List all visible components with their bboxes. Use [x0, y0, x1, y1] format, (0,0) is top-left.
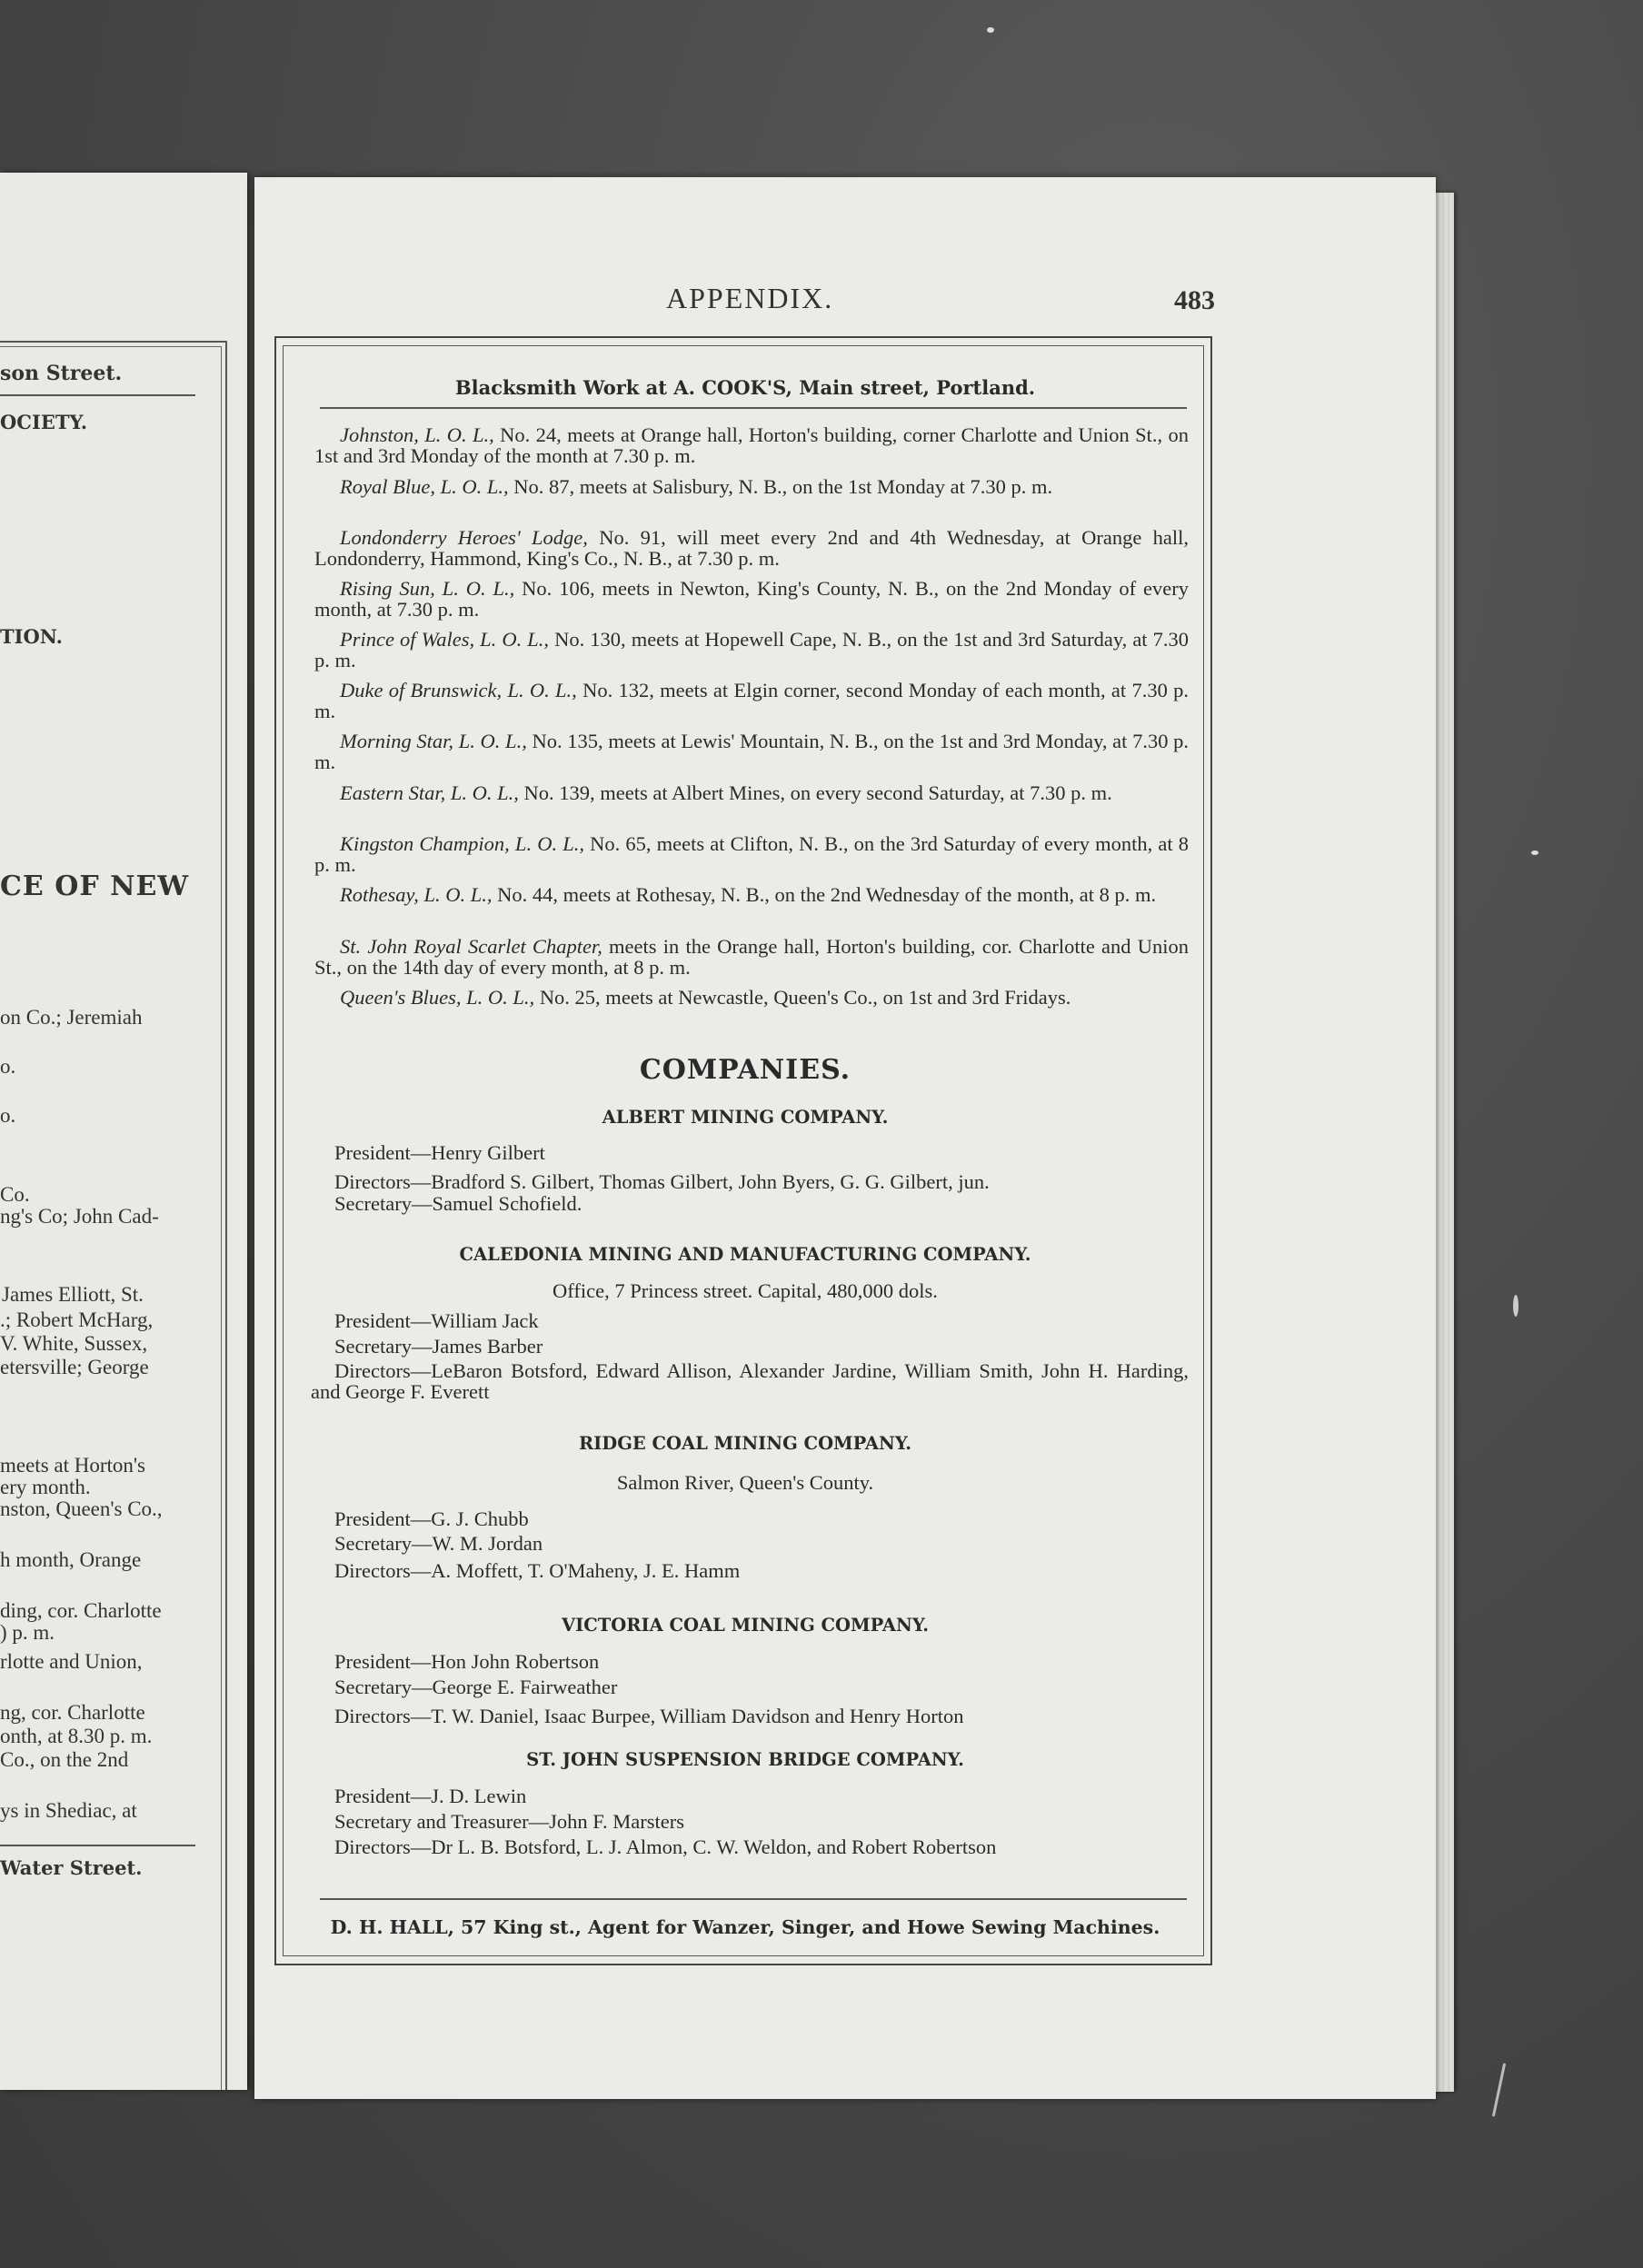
company-title: CALEDONIA MINING AND MANUFACTURING COMPANY.: [459, 1244, 1031, 1265]
left-page: [0, 173, 247, 2090]
lodge-name: Kingston Champion, L. O. L.,: [340, 832, 584, 855]
running-head: APPENDIX.: [666, 282, 834, 314]
company-directors: Directors—T. W. Daniel, Isaac Burpee, William Davidson and Henry Horton: [334, 1705, 964, 1727]
lodge-entry: [314, 578, 1189, 620]
company-president: President—William Jack: [334, 1309, 539, 1332]
left-line: Water Street.: [0, 1856, 143, 1879]
lodge-name: Johnston, L. O. L.,: [340, 423, 494, 446]
company-secretary: Secretary—Samuel Schofield.: [334, 1192, 583, 1215]
lodge-text: No. 25, meets at Newcastle, Queen's Co., on 1st and 3rd Fridays.: [534, 986, 1071, 1009]
left-line: ng's Co; John Cad-: [0, 1205, 159, 1228]
lodge-text: No. 135, meets at Lewis' Mountain, N. B., on the 1st and 3rd Monday, at 7.30 p. m.: [314, 730, 1189, 773]
left-line: James Elliott, St.: [2, 1283, 144, 1306]
company-location: Salmon River, Queen's County.: [616, 1471, 874, 1494]
lodge-text: No. 24, meets at Orange hall, Horton's building, corner Charlotte and Union St., on 1st and 3rd Monday of the month at 7.30 p. m.: [314, 423, 1189, 467]
left-line: o.: [0, 1055, 16, 1078]
left-line: ys in Shediac, at: [0, 1799, 137, 1822]
company-president: President—Hon John Robertson: [334, 1650, 600, 1673]
left-line: on Co.; Jeremiah: [0, 1006, 143, 1029]
lodge-name: Eastern Star, L. O. L.,: [340, 781, 519, 804]
company-secretary: Secretary and Treasurer—John F. Marsters: [334, 1810, 684, 1833]
left-line: h month, Orange: [0, 1548, 142, 1571]
company-directors: Directors—Dr L. B. Botsford, L. J. Almon, C. W. Weldon, and Robert Robertson: [334, 1835, 997, 1858]
company-president: President—Henry Gilbert: [334, 1141, 545, 1164]
page-number: 483: [1174, 285, 1215, 315]
lodge-text: No. 65, meets at Clifton, N. B., on the 3rd Saturday of every month, at 8 p. m.: [314, 832, 1189, 876]
lodge-entry: [314, 833, 1189, 875]
divider-rule: [320, 407, 1187, 409]
lodge-text: No. 91, will meet every 2nd and 4th Wednesday, at Orange hall, Londonderry, Hammond, King's Co., N. B., at 7.30 p. m.: [314, 526, 1190, 570]
lodge-name: St. John Royal Scarlet Chapter,: [340, 935, 602, 958]
divider-rule: [320, 1898, 1187, 1900]
lodge-name: Londonderry Heroes' Lodge,: [340, 526, 588, 549]
left-line: Co., on the 2nd: [0, 1748, 129, 1771]
company-secretary: Secretary—George E. Fairweather: [334, 1676, 618, 1698]
left-line: son Street.: [0, 362, 123, 385]
left-rule: [0, 1845, 195, 1846]
left-line: TION.: [0, 625, 63, 648]
company-president: President—J. D. Lewin: [334, 1785, 527, 1807]
company-title: VICTORIA COAL MINING COMPANY.: [561, 1615, 930, 1636]
left-line: etersville; George: [0, 1356, 149, 1378]
lodge-text: No. 139, meets at Albert Mines, on every second Saturday, at 7.30 p. m.: [518, 781, 1112, 804]
company-title: ALBERT MINING COMPANY.: [602, 1107, 889, 1128]
company-directors: Directors—Bradford S. Gilbert, Thomas Gilbert, John Byers, G. G. Gilbert, jun.: [334, 1170, 990, 1193]
dust-speck: [1513, 1295, 1519, 1317]
left-line: .; Robert McHarg,: [0, 1308, 154, 1331]
lodge-text: No. 130, meets at Hopewell Cape, N. B., on the 1st and 3rd Saturday, at 7.30 p. m.: [314, 628, 1189, 671]
lodge-entry: [314, 884, 1189, 905]
lodge-name: Rising Sun, L. O. L.,: [340, 577, 515, 600]
dust-speck: [987, 27, 994, 33]
company-directors: Directors—LeBaron Botsford, Edward Allison, Alexander Jardine, William Smith, John H. Harding, and George F. Everett: [311, 1359, 1189, 1403]
left-line: ding, cor. Charlotte: [0, 1599, 162, 1622]
lodge-name: Prince of Wales, L. O. L.,: [340, 628, 550, 651]
lodge-name: Royal Blue, L. O. L.,: [340, 475, 509, 498]
left-line: onth, at 8.30 p. m.: [0, 1725, 153, 1747]
left-line: OCIETY.: [0, 411, 88, 433]
lodge-name: Rothesay, L. O. L.,: [340, 883, 493, 906]
lodge-text: No. 106, meets in Newton, King's County, N. B., on the 2nd Monday of every month, at 7.30 p. m.: [314, 577, 1189, 621]
lodge-entry: [314, 680, 1189, 721]
lodge-name: Queen's Blues, L. O. L.,: [340, 986, 535, 1009]
lodge-name: Morning Star, L. O. L.,: [340, 730, 527, 752]
company-office: Office, 7 Princess street. Capital, 480,000 dols.: [553, 1279, 938, 1302]
lodge-entry: [314, 629, 1189, 671]
lodge-entry: [314, 476, 1189, 497]
lodge-text: meets in the Orange hall, Horton's building, cor. Charlotte and Union St., on the 14th day of every month, at 8 p. m.: [314, 935, 1189, 979]
company-title: RIDGE COAL MINING COMPANY.: [578, 1433, 912, 1454]
lodge-entry: [314, 424, 1189, 466]
lodge-text: No. 132, meets at Elgin corner, second Monday of each month, at 7.30 p. m.: [314, 679, 1189, 722]
lodge-text: No. 87, meets at Salisbury, N. B., on the 1st Monday at 7.30 p. m.: [508, 475, 1053, 498]
company-title: ST. JOHN SUSPENSION BRIDGE COMPANY.: [526, 1749, 964, 1770]
left-line: V. White, Sussex,: [0, 1332, 148, 1355]
lodge-name: Duke of Brunswick, L. O. L.,: [340, 679, 577, 701]
lodge-entry: [314, 731, 1189, 772]
left-line: o.: [0, 1104, 16, 1127]
company-directors: Directors—A. Moffett, T. O'Maheny, J. E. Hamm: [334, 1559, 741, 1582]
dust-speck: [1531, 850, 1538, 855]
left-line: nston, Queen's Co.,: [0, 1497, 163, 1520]
left-line: CE OF NEW: [0, 870, 190, 902]
left-line: meets at Horton's: [0, 1454, 146, 1477]
company-secretary: Secretary—W. M. Jordan: [334, 1532, 543, 1555]
left-line: Co.: [0, 1183, 30, 1206]
left-line: ng, cor. Charlotte: [0, 1701, 145, 1724]
lodge-text: No. 44, meets at Rothesay, N. B., on the 2nd Wednesday of the month, at 8 p. m.: [492, 883, 1157, 906]
left-line: ) p. m.: [0, 1621, 55, 1644]
company-secretary: Secretary—James Barber: [334, 1335, 543, 1358]
lodge-entry: [314, 527, 1189, 569]
left-line: rlotte and Union,: [0, 1650, 143, 1673]
lodge-entry: [314, 936, 1189, 978]
left-line: ery month.: [0, 1476, 91, 1498]
companies-heading: COMPANIES.: [639, 1054, 851, 1086]
lodge-entry: [314, 782, 1189, 803]
bottom-advertisement: D. H. HALL, 57 King st., Agent for Wanzer, Singer, and Howe Sewing Machines.: [330, 1916, 1160, 1938]
company-president: President—G. J. Chubb: [334, 1507, 529, 1530]
top-advertisement: Blacksmith Work at A. COOK'S, Main street, Portland.: [454, 376, 1036, 399]
lodge-entry: [314, 987, 1189, 1008]
left-rule: [0, 394, 195, 396]
